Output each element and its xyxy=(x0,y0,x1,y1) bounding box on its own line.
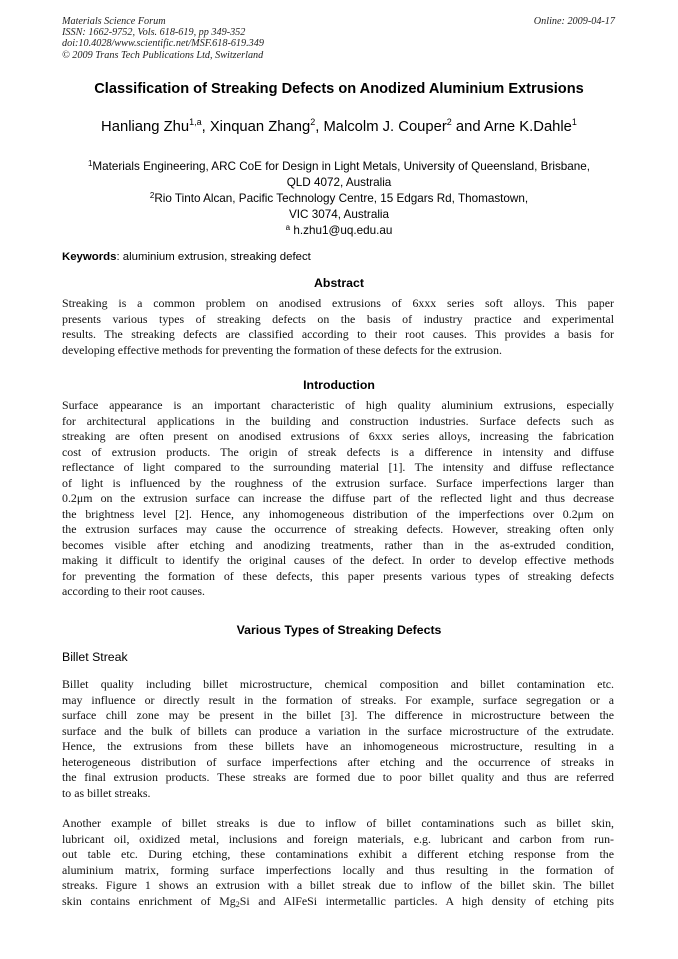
abstract-paragraph xyxy=(62,296,614,358)
online-date: Online: 2009-04-17 xyxy=(533,16,615,27)
text-line: reflectance of light compared to the surrounding material [1]. The intensity and diffuse reflectance xyxy=(62,460,614,474)
affil-text: VIC 3074, Australia xyxy=(288,207,390,221)
author-list xyxy=(0,119,678,135)
text-line: results. The streaking defects are classified according to their root causes. This provides a basis for xyxy=(62,327,614,341)
text-line: developing effective methods for preventing the formation of these defects for the extrusion. xyxy=(62,342,502,357)
text-line: of light is influenced by the roughness of the extrusion surface. Surface imperfections larger than xyxy=(62,475,614,490)
text-line: Billet quality including billet microstructure, chemical composition and billet contamination etc. xyxy=(62,677,614,691)
author-affil-mark: 2 xyxy=(310,117,316,127)
introduction-paragraph xyxy=(62,398,614,600)
doi-line[interactable]: doi:10.4028/www.scientific.net/MSF.618-619.349 xyxy=(62,38,264,50)
affil-text: Materials Engineering, ARC CoE for Design in Light Metals, University of Queensland, Brisbane, xyxy=(92,160,591,173)
author-affil-mark: 2 xyxy=(446,117,452,127)
text-line xyxy=(62,894,614,910)
introduction-heading: Introduction xyxy=(303,378,375,392)
affiliation-1 xyxy=(62,159,616,190)
copyright-line: © 2009 Trans Tech Publications Ltd, Switzerland xyxy=(62,49,264,61)
text-line: for architectural applications in the building and construction industries. Surface defects such as xyxy=(62,413,614,428)
author-name: Malcolm J. Couper xyxy=(323,119,447,135)
text-line: Streaking is a common problem on anodised extrusions of 6xxx series soft alloys. This paper xyxy=(62,296,614,310)
text-line: aluminium matrix, forming surface imperfections locally and thus resulting in the formation of xyxy=(62,862,614,877)
text-line: Surface appearance is an important characteristic of high quality aluminium extrusions, especially xyxy=(62,398,614,412)
text-fragment: Si and AlFeSi intermetallic particles. A high density of etching pits xyxy=(239,893,614,908)
text-line: streaking are often present on anodised extrusions of 6xxx series alloys, increasing the fabrication xyxy=(62,429,614,443)
issn-line: ISSN: 1662-9752, Vols. 618-619, pp 349-352 xyxy=(62,27,246,39)
text-line: making it difficult to identify the original causes of the defect. In order to develop effective methods xyxy=(62,553,614,567)
author-name: Arne K.Dahle xyxy=(483,119,572,135)
text-line: to as billet streaks. xyxy=(62,785,151,800)
text-line: surface and the bulk of billets can produce a variation in the surface microstructure of the extrudate. xyxy=(62,723,614,738)
text-line: becomes visible after etching and anodizing treatments, rather than in the as-extruded condition, xyxy=(62,537,614,552)
abstract-heading: Abstract xyxy=(314,276,364,290)
text-fragment: skin contains enrichment of Mg xyxy=(62,893,236,908)
paper-title: Classification of Streaking Defects on Anodized Aluminium Extrusions xyxy=(94,81,584,97)
email-line xyxy=(62,223,616,239)
author-separator: , xyxy=(201,119,210,135)
text-line: the extrusion surfaces may cause the occurrence of streaking defects. However, streaking often only xyxy=(62,522,614,536)
author-name: Xinquan Zhang xyxy=(209,119,311,135)
email-address[interactable]: h.zhu1@uq.edu.au xyxy=(293,224,393,237)
author-affil-mark: 1 xyxy=(571,117,577,127)
journal-header xyxy=(62,16,264,61)
affil-text: Rio Tinto Alcan, Pacific Technology Centre, 15 Edgars Rd, Thomastown, xyxy=(154,192,529,205)
email-mark: a xyxy=(285,223,291,232)
subsection-heading: Billet Streak xyxy=(62,650,128,664)
journal-name: Materials Science Forum xyxy=(62,16,166,27)
billet-streak-paragraph-2 xyxy=(62,816,614,909)
text-line: according to their root causes. xyxy=(62,584,205,598)
text-line: out table etc. During etching, these contaminations exhibit a different etching response from the xyxy=(62,847,614,861)
author-affil-mark: 1,a xyxy=(189,117,202,127)
text-line: Hence, the extrusions from these billets have an inhomogeneous microstructure, resulting in a xyxy=(62,739,614,753)
text-line: surface chill zone may be present in the billet [3]. The difference in microstructure between the xyxy=(62,708,614,722)
text-line: presents various types of streaking defects on the basis of industry practice and experimental xyxy=(62,311,614,326)
author-separator: , xyxy=(315,119,324,135)
keywords-line xyxy=(62,251,311,263)
keywords-label: Keywords xyxy=(62,251,117,263)
author-conjunction: and xyxy=(451,119,484,135)
affil-mark: 1 xyxy=(87,159,93,168)
text-line: may influence or directly result in the formation of streaks. For example, surface segregation or a xyxy=(62,692,614,707)
text-line: for preventing the formation of these defects, this paper presents various types of streaking defects xyxy=(62,568,614,583)
text-line: the brightness level [2]. Hence, any inhomogeneous distribution of the imperfections over 0.2μm on xyxy=(62,506,614,521)
author-name: Hanliang Zhu xyxy=(101,119,190,135)
section-heading: Various Types of Streaking Defects xyxy=(236,623,442,637)
text-line: the final extrusion products. These streaks are formed due to poor billet quality and thus are referred xyxy=(62,770,614,784)
text-line: heterogeneous distribution of surface imperfections after etching and the occurrence of streaks in xyxy=(62,754,614,769)
text-line: 0.2μm on the extrusion surface can increase the diffuse part of the reflected light and thus decrease xyxy=(62,491,614,505)
affiliation-2 xyxy=(62,191,616,222)
text-line: streaks. Figure 1 shows an extrusion with a billet streak due to inflow of the billet skin. The billet xyxy=(62,878,614,892)
text-line: lubricant oil, oxidized metal, inclusions and foreign materials, e.g. lubricant and carbon from run- xyxy=(62,831,614,846)
keywords-text: : aluminium extrusion, streaking defect xyxy=(116,251,311,263)
text-line: cost of extrusion products. The origin of streak defects is a difference in intensity and diffuse xyxy=(62,444,614,459)
affil-text: QLD 4072, Australia xyxy=(286,175,392,189)
affil-mark: 2 xyxy=(149,191,155,200)
billet-streak-paragraph-1 xyxy=(62,677,614,801)
subscript: 2 xyxy=(235,899,240,909)
text-line: Another example of billet streaks is due to inflow of billet contaminations such as billet skin, xyxy=(62,816,614,830)
